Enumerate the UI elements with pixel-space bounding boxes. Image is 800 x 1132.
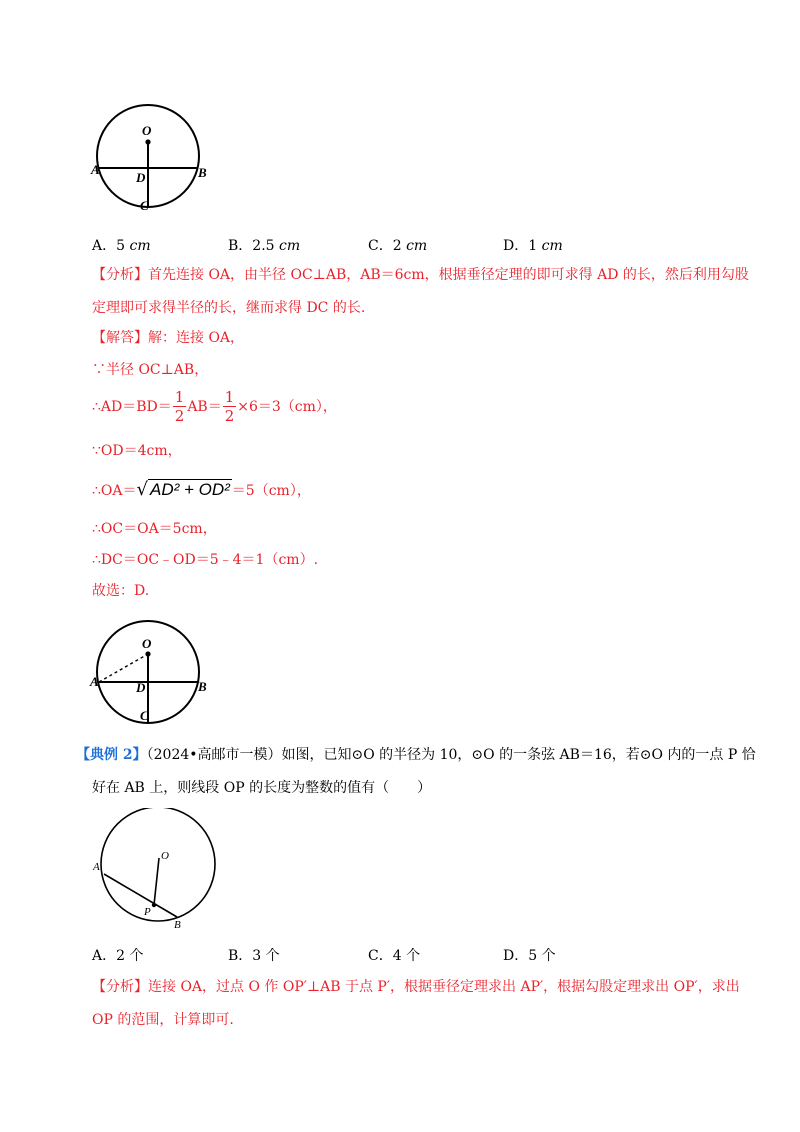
solution-step-6: ∴DC＝OC﹣OD＝5﹣4＝1（cm）. xyxy=(92,552,319,568)
label-b: B xyxy=(198,165,207,180)
solution-intro: 【解答】解：连接 OA， xyxy=(92,330,245,346)
sqrt-radicand: AD² + OD² xyxy=(149,480,230,499)
option-d[interactable]: D．1 cm xyxy=(503,238,563,254)
solution-step-4: ∴OA＝√ AD² + OD² ＝5（cm）， xyxy=(92,479,311,500)
option-c[interactable]: C．4 个 xyxy=(368,948,421,964)
center-point xyxy=(145,651,150,656)
solution-step-2: ∴AD＝BD＝ $\frac{1}{2}$ AB＝ $\frac{1}{2}$ ×6＝3（cm）， xyxy=(92,388,337,425)
analysis-tag: 【分析】 xyxy=(92,267,148,283)
solution-step-5: ∴OC＝OA＝5cm， xyxy=(92,521,217,537)
segment-op xyxy=(154,858,159,905)
analysis-1-line-1: 【分析】首先连接 OA，由半径 OC⊥AB，AB＝6cm，根据垂径定理的即可求得 AD 的长，然后利用勾股 xyxy=(92,267,749,283)
label-p: P xyxy=(144,906,151,918)
solution-tag: 【解答】 xyxy=(92,330,148,346)
dashed-radius-oa xyxy=(99,654,148,682)
figure-circle-chord-1 xyxy=(82,86,222,216)
figure-circle-chord-3 xyxy=(82,808,232,938)
label-c: C xyxy=(140,708,149,723)
solution-step-3: ∵OD＝4cm， xyxy=(92,443,182,459)
label-o: O xyxy=(142,636,152,651)
label-a: A xyxy=(90,674,99,689)
chord-ab xyxy=(104,874,177,917)
label-b: B xyxy=(174,919,181,931)
fraction-half-1: $\frac{1}{2}$ xyxy=(174,388,185,425)
sqrt-sign-icon: √ xyxy=(136,479,148,500)
figure-circle-chord-2 xyxy=(82,604,222,730)
label-c: C xyxy=(140,198,149,213)
analysis-2-line-2: OP 的范围，计算即可. xyxy=(92,1012,234,1028)
example-2-line-2: 好在 AB 上，则线段 OP 的长度为整数的值有（ ） xyxy=(92,780,432,796)
label-a: A xyxy=(93,861,100,873)
option-b[interactable]: B．2.5 cm xyxy=(228,238,301,254)
point-p xyxy=(152,903,156,907)
example-2-line-1: 【典例 2】（2024•高邮市一模）如图，已知⊙O 的半径为 10，⊙O 的一条弦 AB＝16，若⊙O 内的一点 P 恰 xyxy=(76,747,756,763)
label-o: O xyxy=(142,123,152,138)
label-d: D xyxy=(136,170,146,185)
fraction-half-2: $\frac{1}{2}$ xyxy=(224,388,235,425)
label-d: D xyxy=(136,680,146,695)
solution-step-1: ∵半径 OC⊥AB， xyxy=(92,362,209,378)
option-b[interactable]: B．3 个 xyxy=(228,948,280,964)
option-c[interactable]: C．2 cm xyxy=(368,238,428,254)
center-point xyxy=(145,139,150,144)
option-a[interactable]: A．2 个 xyxy=(92,948,144,964)
label-o: O xyxy=(161,850,169,862)
option-a[interactable]: A．5 cm xyxy=(92,238,151,254)
solution-answer: 故选：D. xyxy=(92,583,150,599)
analysis-1-line-2: 定理即可求得半径的长，继而求得 DC 的长. xyxy=(92,300,366,316)
analysis-2-line-1: 【分析】连接 OA，过点 O 作 OP′⊥AB 于点 P′，根据垂径定理求出 AP′，根据勾股定理求出 OP′，求出 xyxy=(92,979,740,995)
option-d[interactable]: D．5 个 xyxy=(503,948,556,964)
analysis-tag: 【分析】 xyxy=(92,979,148,995)
label-a: A xyxy=(91,162,100,177)
example-tag: 【典例 2】 xyxy=(76,747,147,763)
label-b: B xyxy=(198,679,207,694)
